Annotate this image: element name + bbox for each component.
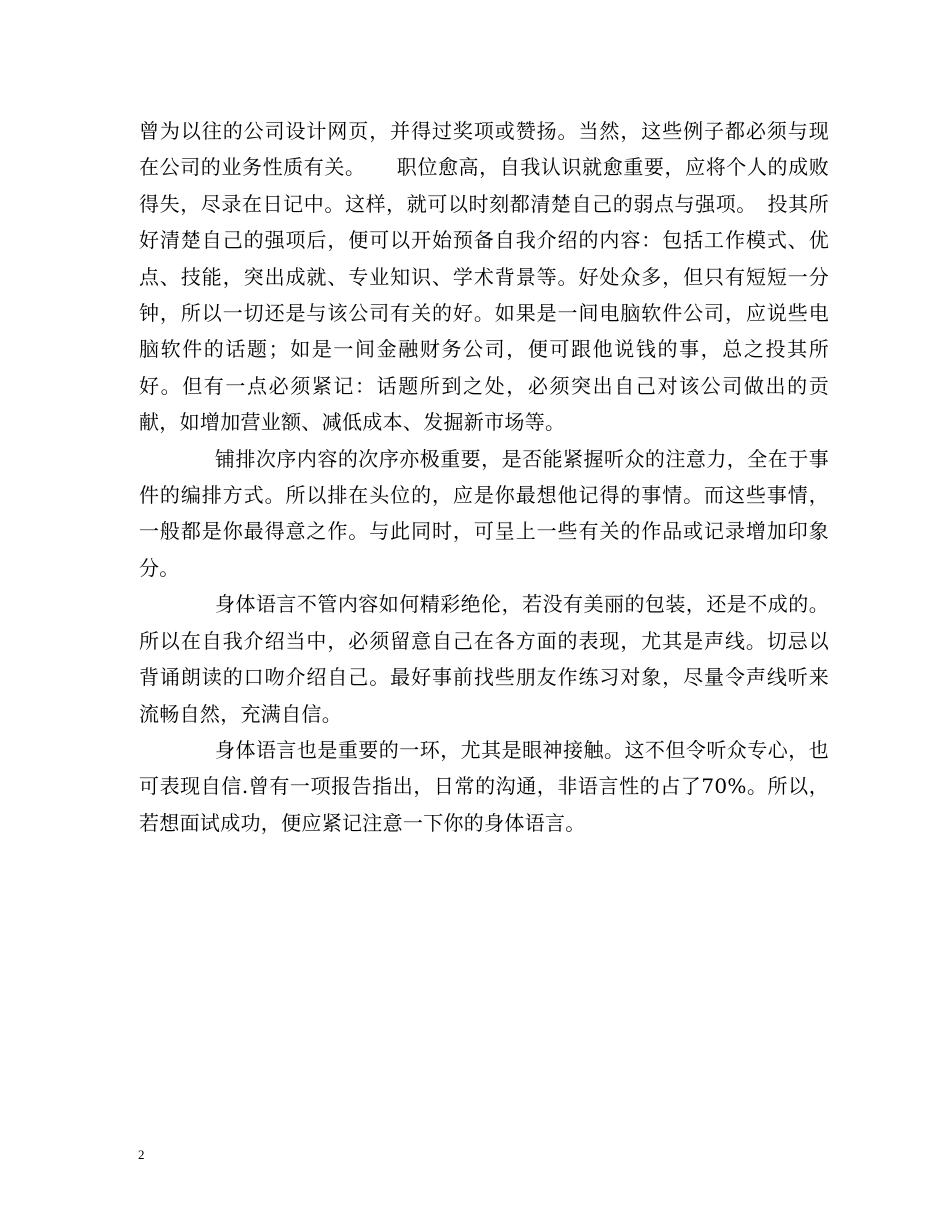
page-number: 2 — [138, 1147, 145, 1162]
paragraph-1: 曾为以往的公司设计网页，并得过奖项或赞扬。当然，这些例子都必须与现在公司的业务性质有关。 职位愈高，自我认识就愈重要，应将个人的成败得失，尽录在日记中。这样，就可以时刻都清楚自己的弱点与强项。 投其所好清楚自己的强项后，便可以开始预备自我介绍的内容：包括工作模式、优点、技能，突出成就、专业知识、学术背景等。好处众多，但只有短短一分钟，所以一切还是与该公司有关的好。如果是一间电脑软件公司，应说些电脑软件的话题；如是一间金融财务公司，便可跟他说钱的事，总之投其所好。但有一点必须紧记：话题所到之处，必须突出自己对该公司做出的贡献，如增加营业额、减低成本、发掘新市场等。 — [139, 119, 829, 435]
page-body — [139, 113, 829, 841]
paragraph-3: 身体语言不管内容如何精彩绝伦，若没有美丽的包装，还是不成的。所以在自我介绍当中，必须留意自己在各方面的表现，尤其是声线。切忌以背诵朗读的口吻介绍自己。最好事前找些朋友作练习对象，尽量令声线听来流畅自然，充满自信。 — [139, 592, 829, 726]
paragraph-2: 铺排次序内容的次序亦极重要，是否能紧握听众的注意力，全在于事件的编排方式。所以排在头位的，应是你最想他记得的事情。而这些事情，一般都是你最得意之作。与此同时，可呈上一些有关的作品或记录增加印象分。 — [139, 446, 829, 580]
paragraph-4: 身体语言也是重要的一环，尤其是眼神接触。这不但令听众专心，也可表现自信.曾有一项报告指出，日常的沟通，非语言性的占了70%。所以，若想面试成功，便应紧记注意一下你的身体语言。 — [139, 737, 829, 835]
